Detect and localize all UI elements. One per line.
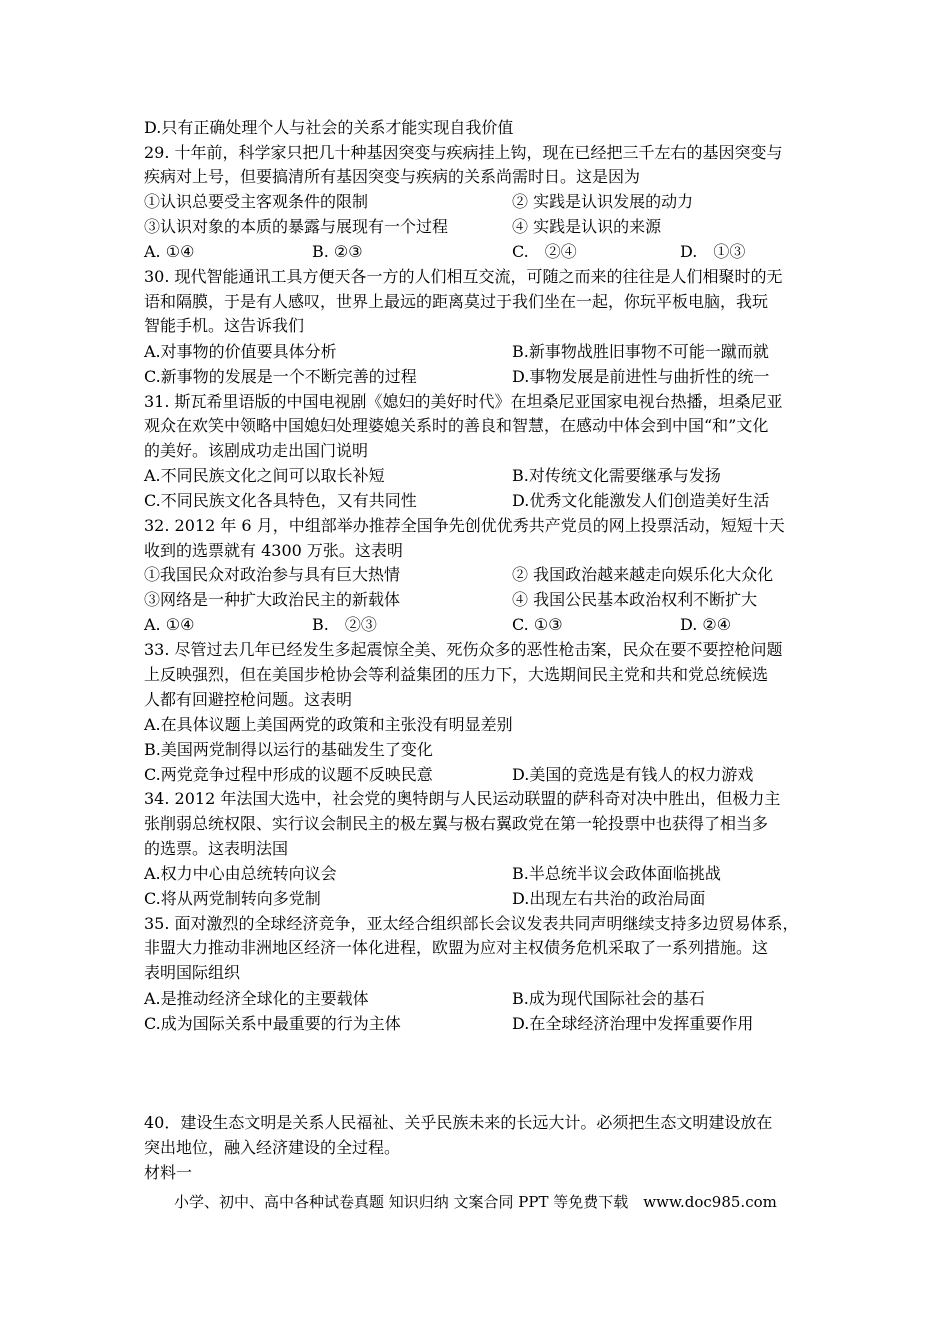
q30-option-b: B.新事物战胜旧事物不可能一蹴而就: [512, 342, 769, 361]
q34-option-d: D.出现左右共治的政治局面: [512, 889, 706, 908]
q35-option-d: D.在全球经济治理中发挥重要作用: [512, 1014, 754, 1033]
q31-option-a: A.不同民族文化之间可以取长补短: [144, 466, 385, 485]
q32-option-b: B. ②③: [312, 615, 377, 634]
q29-option-c: C. ②④: [512, 242, 577, 261]
q35-stem-line-2: 非盟大力推动非洲地区经济一体化进程，欧盟为应对主权债务危机采取了一系列措施。这: [144, 938, 769, 957]
q32-statement-3: ③网络是一种扩大政治民主的新载体: [144, 590, 401, 609]
q32-stem-line-1: 32. 2012 年 6 月，中组部举办推荐全国争先创优优秀共产党员的网上投票活动，短短十天: [144, 516, 785, 535]
q40-material-heading: 材料一: [144, 1163, 193, 1182]
q31-option-d: D.优秀文化能激发人们创造美好生活: [512, 491, 770, 510]
q32-stem-line-2: 收到的选票就有 4300 万张。这表明: [144, 541, 403, 560]
q31-option-b: B.对传统文化需要继承与发扬: [512, 466, 721, 485]
q31-stem-line-3: 的美好。该剧成功走出国门说明: [144, 441, 369, 460]
q33-option-b: B.美国两党制得以运行的基础发生了变化: [144, 740, 433, 759]
q31-stem-line-1: 31. 斯瓦希里语版的中国电视剧《媳妇的美好时代》在坦桑尼亚国家电视台热播，坦桑尼亚: [144, 392, 783, 411]
q31-stem-line-2: 观众在欢笑中领略中国媳妇处理婆媳关系时的善良和智慧，在感动中体会到中国“和”文化: [144, 416, 769, 435]
q33-option-a: A.在具体议题上美国两党的政策和主张没有明显差别: [144, 715, 513, 734]
q34-stem-line-2: 张削弱总统权限、实行议会制民主的极左翼与极右翼政党在第一轮投票中也获得了相当多: [144, 814, 769, 833]
q40-stem-line-2: 突出地位，融入经济建设的全过程。: [144, 1138, 401, 1157]
q40-stem-line-1: 40．建设生态文明是关系人民福祉、关乎民族未来的长远大计。必须把生态文明建设放在: [144, 1113, 773, 1132]
q32-statement-1: ①我国民众对政治参与具有巨大热情: [144, 565, 401, 584]
q31-option-c: C.不同民族文化各具特色，又有共同性: [144, 491, 417, 510]
q33-stem-line-3: 人都有回避控枪问题。这表明: [144, 690, 353, 709]
q30-stem-line-1: 30. 现代智能通讯工具方便天各一方的人们相互交流，可随之而来的往往是人们相聚时的无: [144, 267, 783, 286]
q32-statement-4: ④ 我国公民基本政治权利不断扩大: [512, 590, 758, 609]
q30-option-a: A.对事物的价值要具体分析: [144, 342, 337, 361]
q34-option-c: C.将从两党制转向多党制: [144, 889, 321, 908]
q30-option-d: D.事物发展是前进性与曲折性的统一: [512, 367, 770, 386]
q34-option-b: B.半总统半议会政体面临挑战: [512, 864, 721, 883]
q32-option-d: D. ②④: [680, 615, 732, 634]
q35-option-a: A.是推动经济全球化的主要载体: [144, 989, 369, 1008]
q34-stem-line-1: 34. 2012 年法国大选中，社会党的奥特朗与人民运动联盟的萨科奇对决中胜出，但极力主: [144, 789, 781, 808]
q29-statement-1: ①认识总要受主客观条件的限制: [144, 192, 369, 211]
q29-statement-3: ③认识对象的本质的暴露与展现有一个过程: [144, 217, 449, 236]
q30-stem-line-2: 语和隔膜，于是有人感叹，世界上最远的距离莫过于我们坐在一起，你玩平板电脑，我玩: [144, 292, 769, 311]
q29-option-a: A. ①④: [144, 242, 195, 261]
q33-option-d: D.美国的竞选是有钱人的权力游戏: [512, 765, 754, 784]
footer-watermark-text: 小学、初中、高中各种试卷真题 知识归纳 文案合同 PPT 等免费下载 www.doc985.com: [174, 1193, 777, 1211]
q33-stem-line-1: 33. 尽管过去几年已经发生多起震惊全美、死伤众多的恶性枪击案，民众在要不要控枪问题: [144, 640, 783, 659]
q30-option-c: C.新事物的发展是一个不断完善的过程: [144, 367, 417, 386]
q33-option-c: C.两党竞争过程中形成的议题不反映民意: [144, 765, 433, 784]
q28-option-d: D.只有正确处理个人与社会的关系才能实现自我价值: [144, 118, 514, 137]
q35-option-b: B.成为现代国际社会的基石: [512, 989, 705, 1008]
q33-stem-line-2: 上反映强烈，但在美国步枪协会等利益集团的压力下，大选期间民主党和共和党总统候选: [144, 665, 769, 684]
q29-option-d: D. ①③: [680, 242, 746, 261]
q29-option-b: B. ②③: [312, 242, 363, 261]
q32-option-a: A. ①④: [144, 615, 195, 634]
q34-option-a: A.权力中心由总统转向议会: [144, 864, 337, 883]
q34-stem-line-3: 的选票。这表明法国: [144, 839, 289, 858]
q35-stem-line-1: 35. 面对激烈的全球经济竞争，亚太经合组织部长会议发表共同声明继续支持多边贸易体系，: [144, 914, 799, 933]
q29-statement-4: ④ 实践是认识的来源: [512, 217, 662, 236]
q32-statement-2: ② 我国政治越来越走向娱乐化大众化: [512, 565, 774, 584]
q29-stem-line-2: 疾病对上号，但要搞清所有基因突变与疾病的关系尚需时日。这是因为: [144, 167, 641, 186]
q35-option-c: C.成为国际关系中最重要的行为主体: [144, 1014, 401, 1033]
q29-statement-2: ② 实践是认识发展的动力: [512, 192, 694, 211]
q30-stem-line-3: 智能手机。这告诉我们: [144, 316, 305, 335]
q32-option-c: C. ①③: [512, 615, 563, 634]
q29-stem-line-1: 29. 十年前，科学家只把几十种基因突变与疾病挂上钩，现在已经把三千左右的基因突变与: [144, 143, 783, 162]
q35-stem-line-3: 表明国际组织: [144, 963, 241, 982]
